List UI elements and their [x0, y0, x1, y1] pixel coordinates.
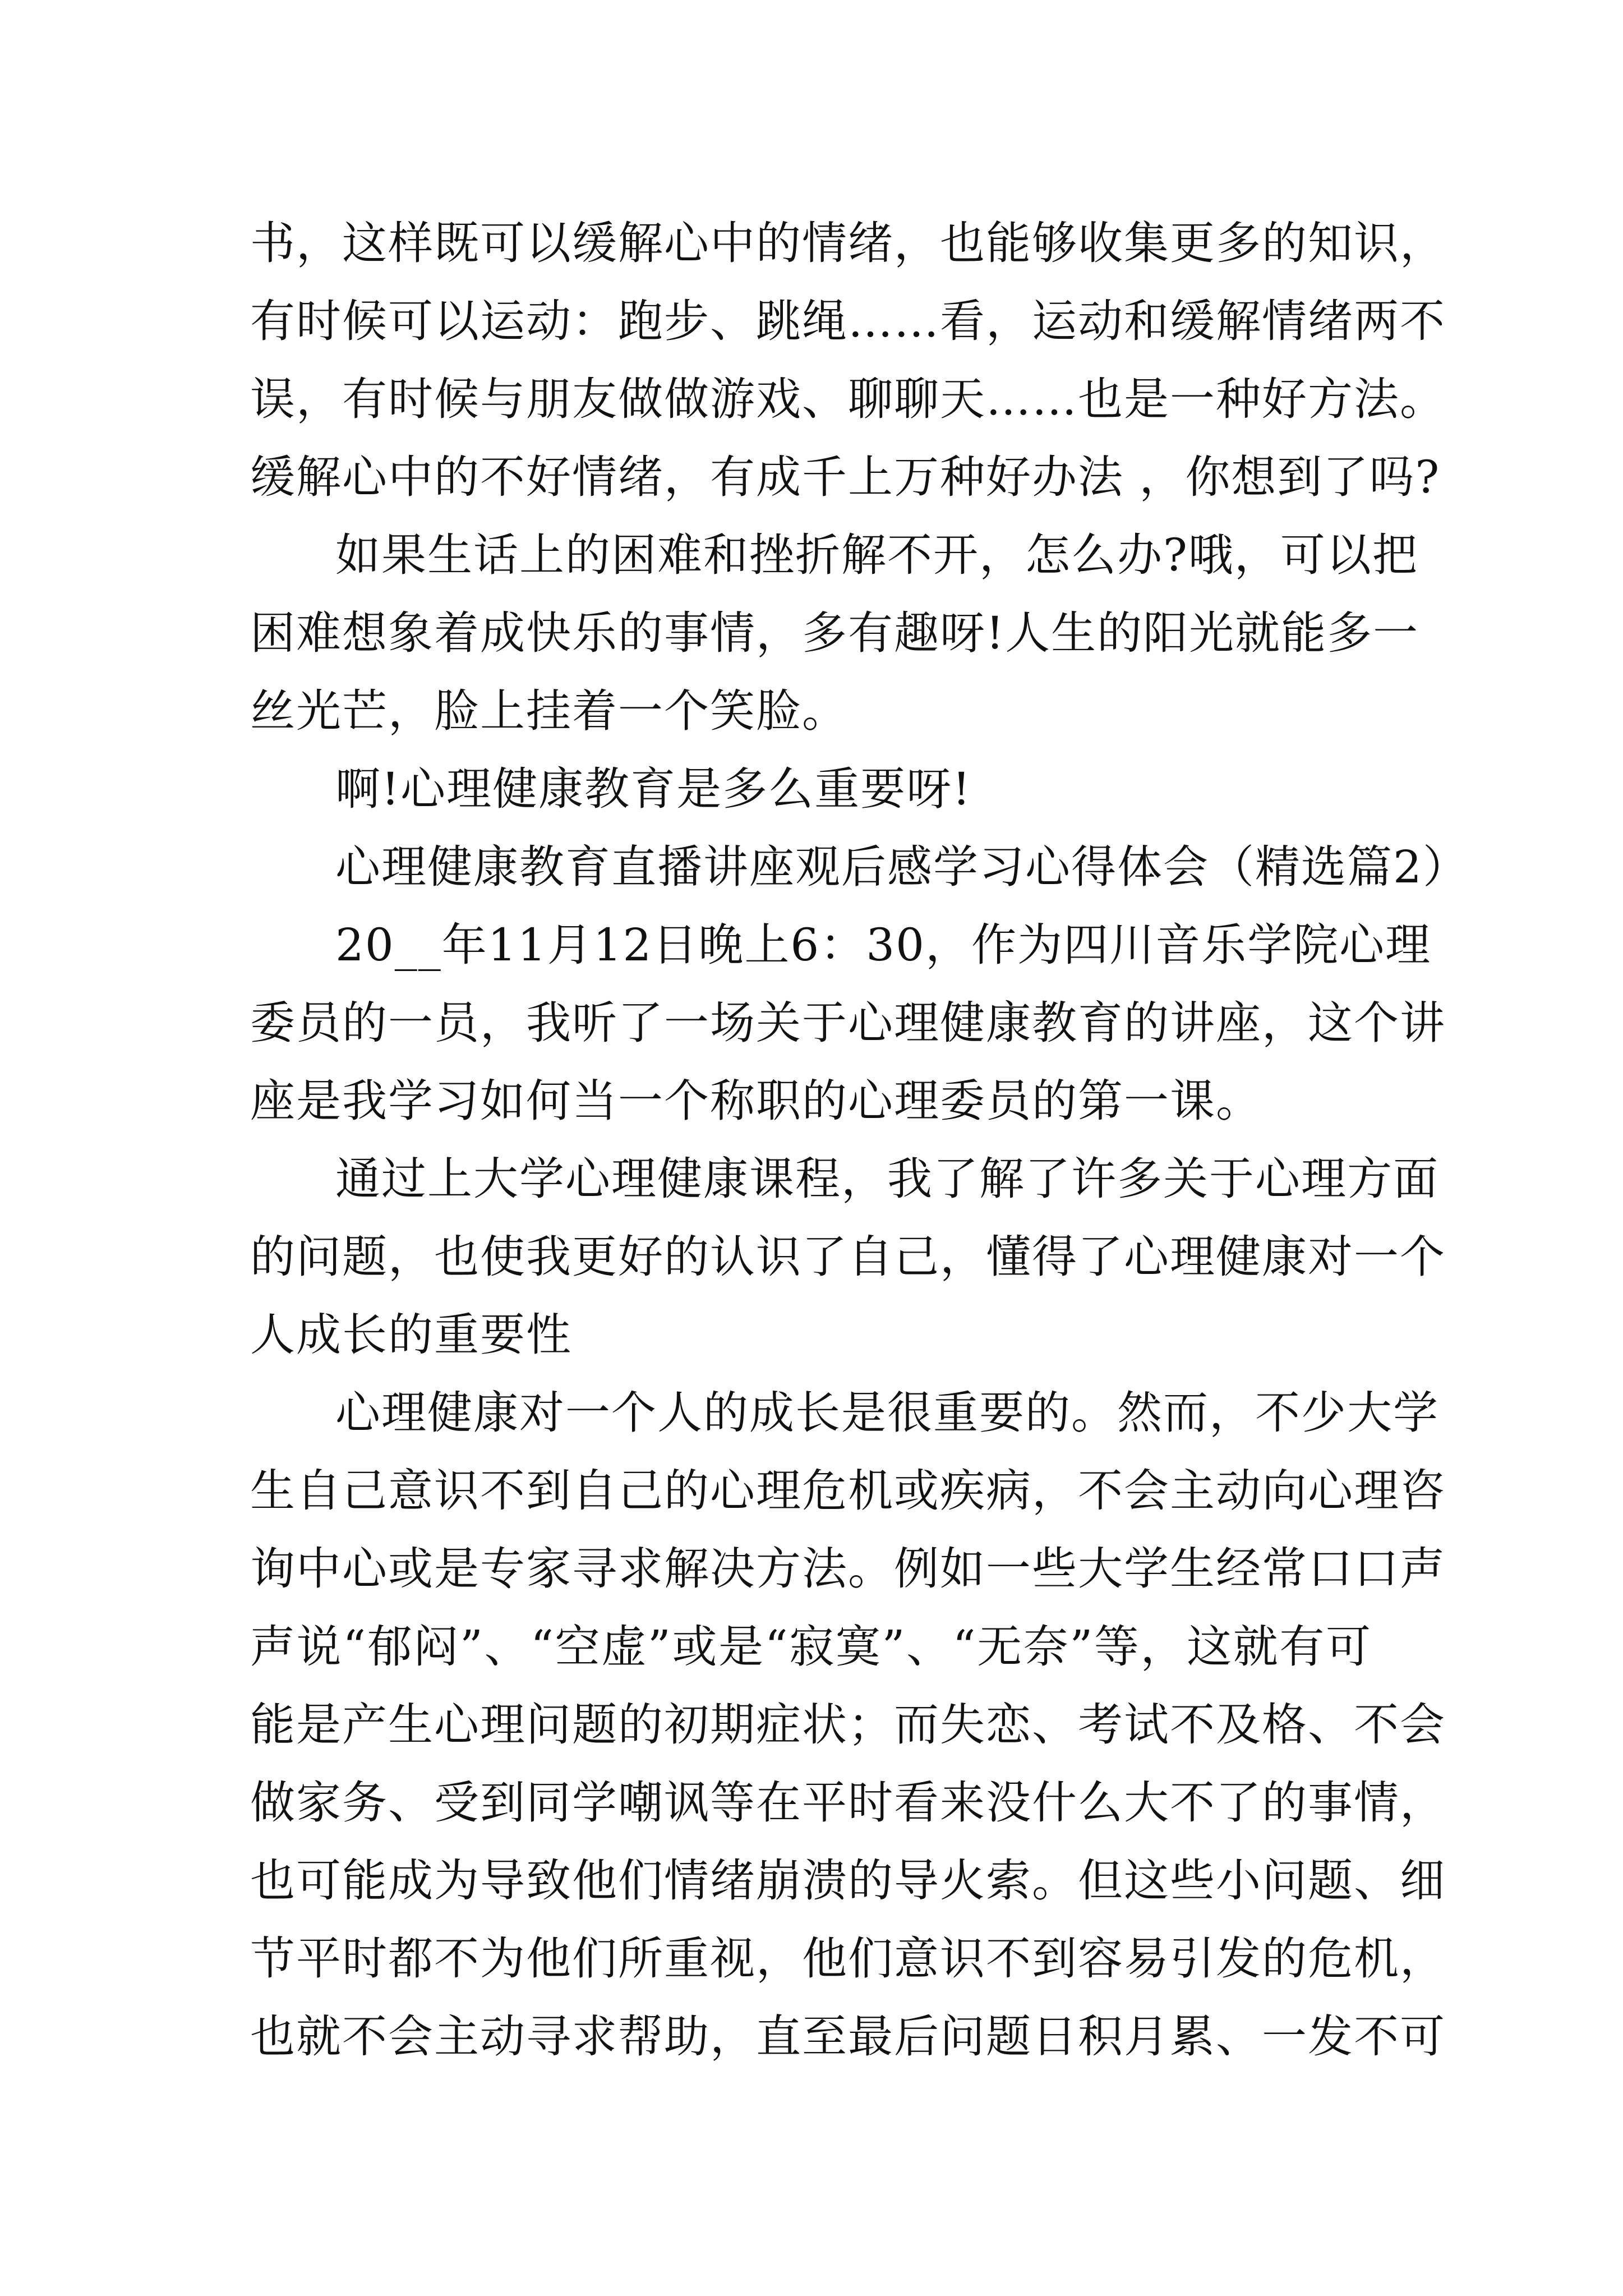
text-line: 节平时都不为他们所重视，他们意识不到容易引发的危机， — [250, 1932, 1446, 1985]
section-heading: 心理健康教育直播讲座观后感学习心得体会（精选篇2） — [335, 841, 1469, 893]
text-line: 书，这样既可以缓解心中的情绪，也能够收集更多的知识， — [250, 217, 1446, 269]
text-line: 委员的一员，我听了一场关于心理健康教育的讲座，这个讲 — [250, 997, 1446, 1049]
text-line: 困难想象着成快乐的事情，多有趣呀!人生的阳光就能多一 — [250, 607, 1419, 659]
text-line: 做家务、受到同学嘲讽等在平时看来没什么大不了的事情， — [250, 1777, 1446, 1829]
text-line: 也可能成为导致他们情绪崩溃的导火索。但这些小问题、细 — [250, 1855, 1446, 1907]
text-line: 有时候可以运动：跑步、跳绳……看，运动和缓解情绪两不 — [250, 295, 1446, 347]
text-line: 丝光芒，脸上挂着一个笑脸。 — [250, 685, 848, 737]
text-line: 座是我学习如何当一个称职的心理委员的第一课。 — [250, 1075, 1262, 1127]
text-line: 也就不会主动寻求帮助，直至最后问题日积月累、一发不可 — [250, 2010, 1446, 2063]
text-line: 心理健康对一个人的成长是很重要的。然而，不少大学 — [335, 1387, 1439, 1439]
text-line: 能是产生心理问题的初期症状；而失恋、考试不及格、不会 — [250, 1699, 1446, 1751]
text-line: 缓解心中的不好情绪，有成千上万种好办法 ，你想到了吗? — [250, 451, 1441, 503]
text-line: 通过上大学心理健康课程，我了解了许多关于心理方面 — [335, 1153, 1439, 1205]
text-line: 人成长的重要性 — [250, 1309, 572, 1361]
text-line: 生自己意识不到自己的心理危机或疾病，不会主动向心理咨 — [250, 1465, 1446, 1517]
text-line: 误，有时候与朋友做做游戏、聊聊天……也是一种好方法。 — [250, 373, 1446, 425]
text-line: 的问题，也使我更好的认识了自己，懂得了心理健康对一个 — [250, 1231, 1446, 1283]
text-line: 20__年11月12日晚上6：30，作为四川音乐学院心理 — [335, 919, 1432, 971]
text-line: 如果生话上的困难和挫折解不开，怎么办?哦，可以把 — [335, 529, 1418, 581]
text-line: 声说“郁闷”、“空虚”或是“寂寞”、“无奈”等，这就有可 — [250, 1621, 1372, 1673]
text-line: 啊!心理健康教育是多么重要呀! — [335, 763, 972, 815]
document-body — [250, 204, 1469, 2076]
text-line: 询中心或是专家寻求解决方法。例如一些大学生经常口口声 — [250, 1543, 1446, 1595]
